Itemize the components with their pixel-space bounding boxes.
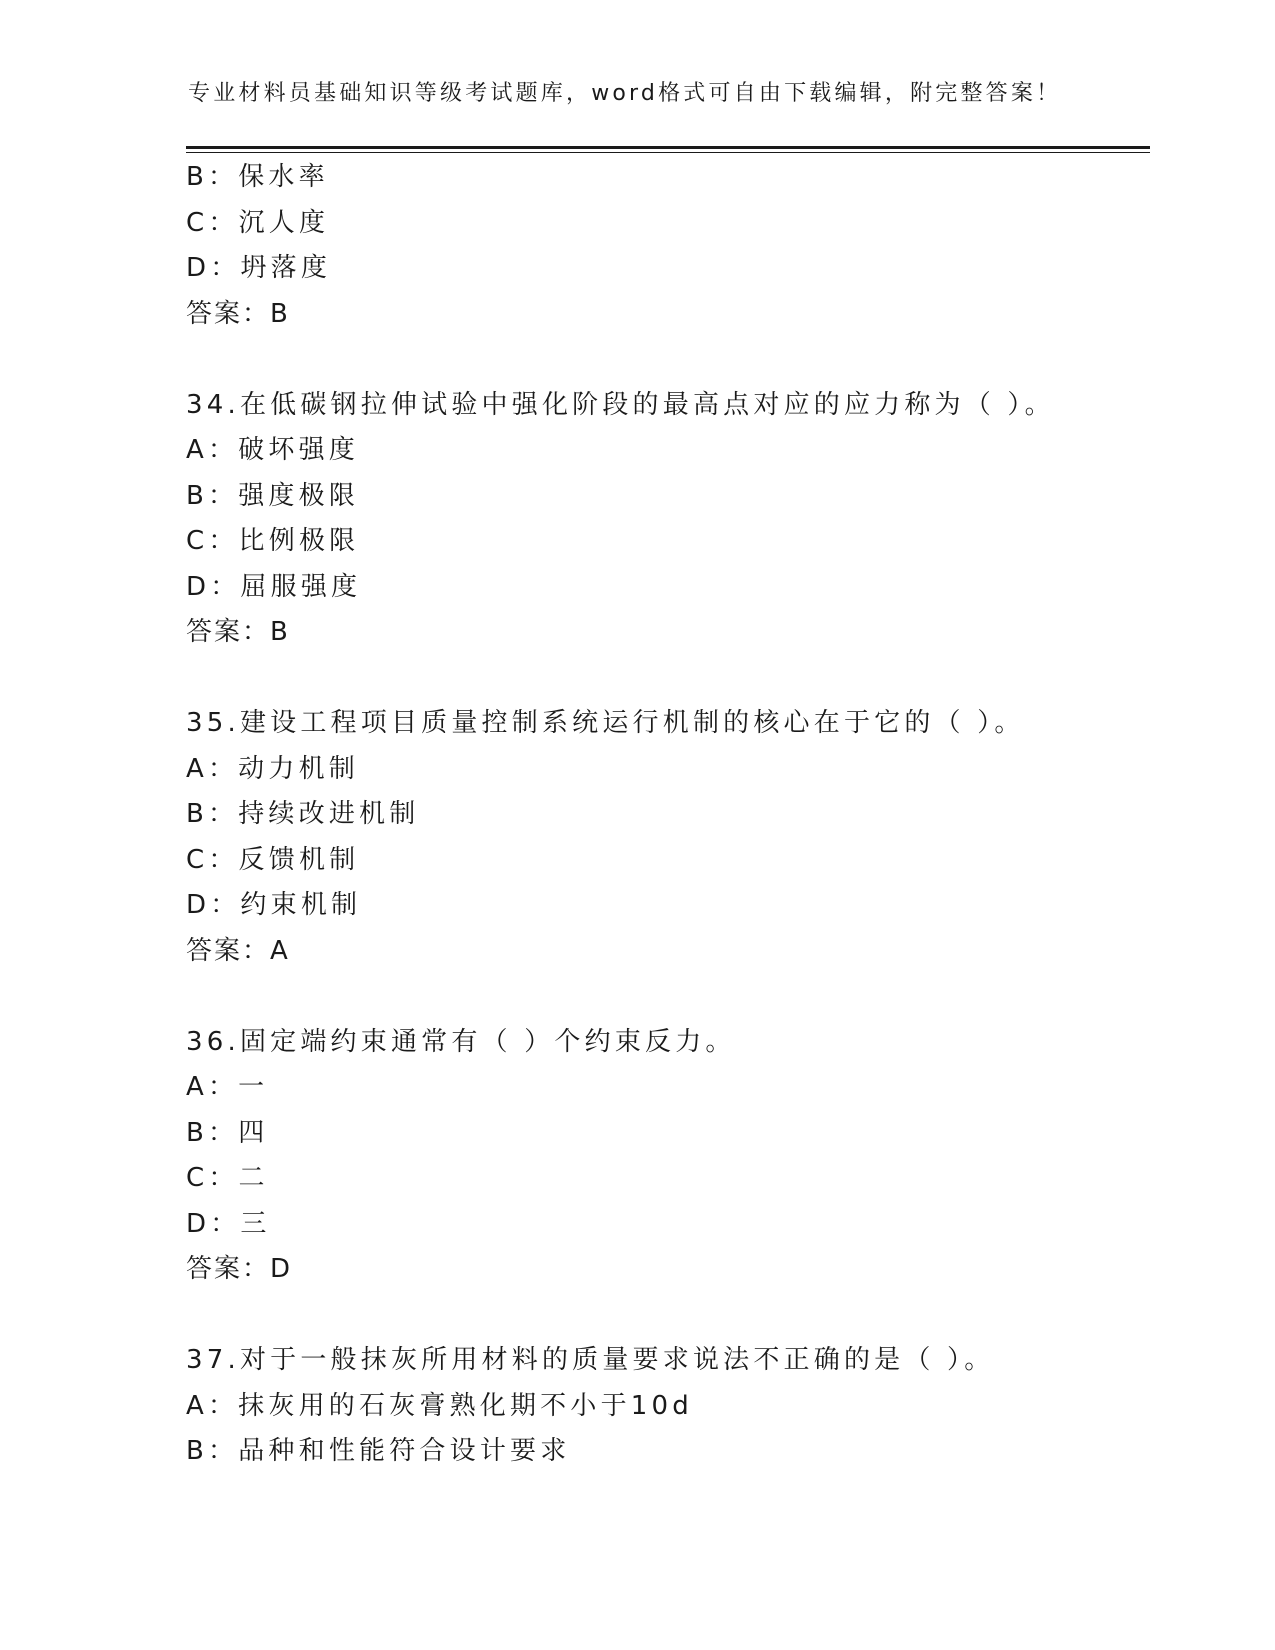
option-b: B：持续改进机制: [186, 799, 420, 829]
answer-line: 答案：A: [186, 935, 290, 966]
question-block: [186, 1020, 1150, 1293]
option-c: C：二: [186, 1163, 269, 1193]
answer-line: 答案：D: [186, 1254, 293, 1284]
block-spacer: [186, 974, 1150, 1020]
option-b: B：品种和性能符合设计要求: [186, 1436, 571, 1466]
option-d: D：三: [186, 1208, 271, 1239]
question-list: [186, 155, 1150, 1475]
option-a: A：抹灰用的石灰膏熟化期不小于10d: [186, 1390, 693, 1421]
option-d: D：屈服强度: [186, 571, 362, 602]
block-spacer: [186, 656, 1150, 702]
header-double-rule: [186, 146, 1150, 153]
option-a: A：动力机制: [186, 753, 359, 784]
option-b: B：强度极限: [186, 480, 360, 511]
option-c: C：比例极限: [186, 526, 360, 556]
page-header: 专业材料员基础知识等级考试题库，word格式可自由下载编辑，附完整答案！: [188, 81, 1062, 106]
block-spacer: [186, 1293, 1150, 1339]
option-b: B：保水率: [186, 162, 329, 192]
question-text: 36.固定端约束通常有（ ）个约束反力。: [186, 1026, 736, 1057]
option-d: D：约束机制: [186, 890, 362, 920]
answer-line: 答案：B: [186, 298, 290, 329]
block-spacer: [186, 337, 1150, 383]
question-text: 37.对于一般抹灰所用材料的质量要求说法不正确的是（ ）。: [186, 1345, 995, 1375]
option-c: C：反馈机制: [186, 844, 360, 875]
option-a: A：一: [186, 1072, 269, 1102]
question-text: 35.建设工程项目质量控制系统运行机制的核心在于它的（ ）。: [186, 708, 1025, 738]
option-b: B：四: [186, 1117, 269, 1148]
question-block: [186, 1338, 1150, 1475]
option-d: D：坍落度: [186, 253, 332, 283]
question-block: [186, 155, 1150, 337]
question-block: [186, 701, 1150, 974]
question-block: [186, 383, 1150, 656]
option-a: A：破坏强度: [186, 435, 359, 465]
option-c: C：沉人度: [186, 207, 330, 238]
question-text: 34.在低碳钢拉伸试验中强化阶段的最高点对应的应力称为（ ）。: [186, 389, 1055, 420]
answer-line: 答案：B: [186, 617, 290, 647]
